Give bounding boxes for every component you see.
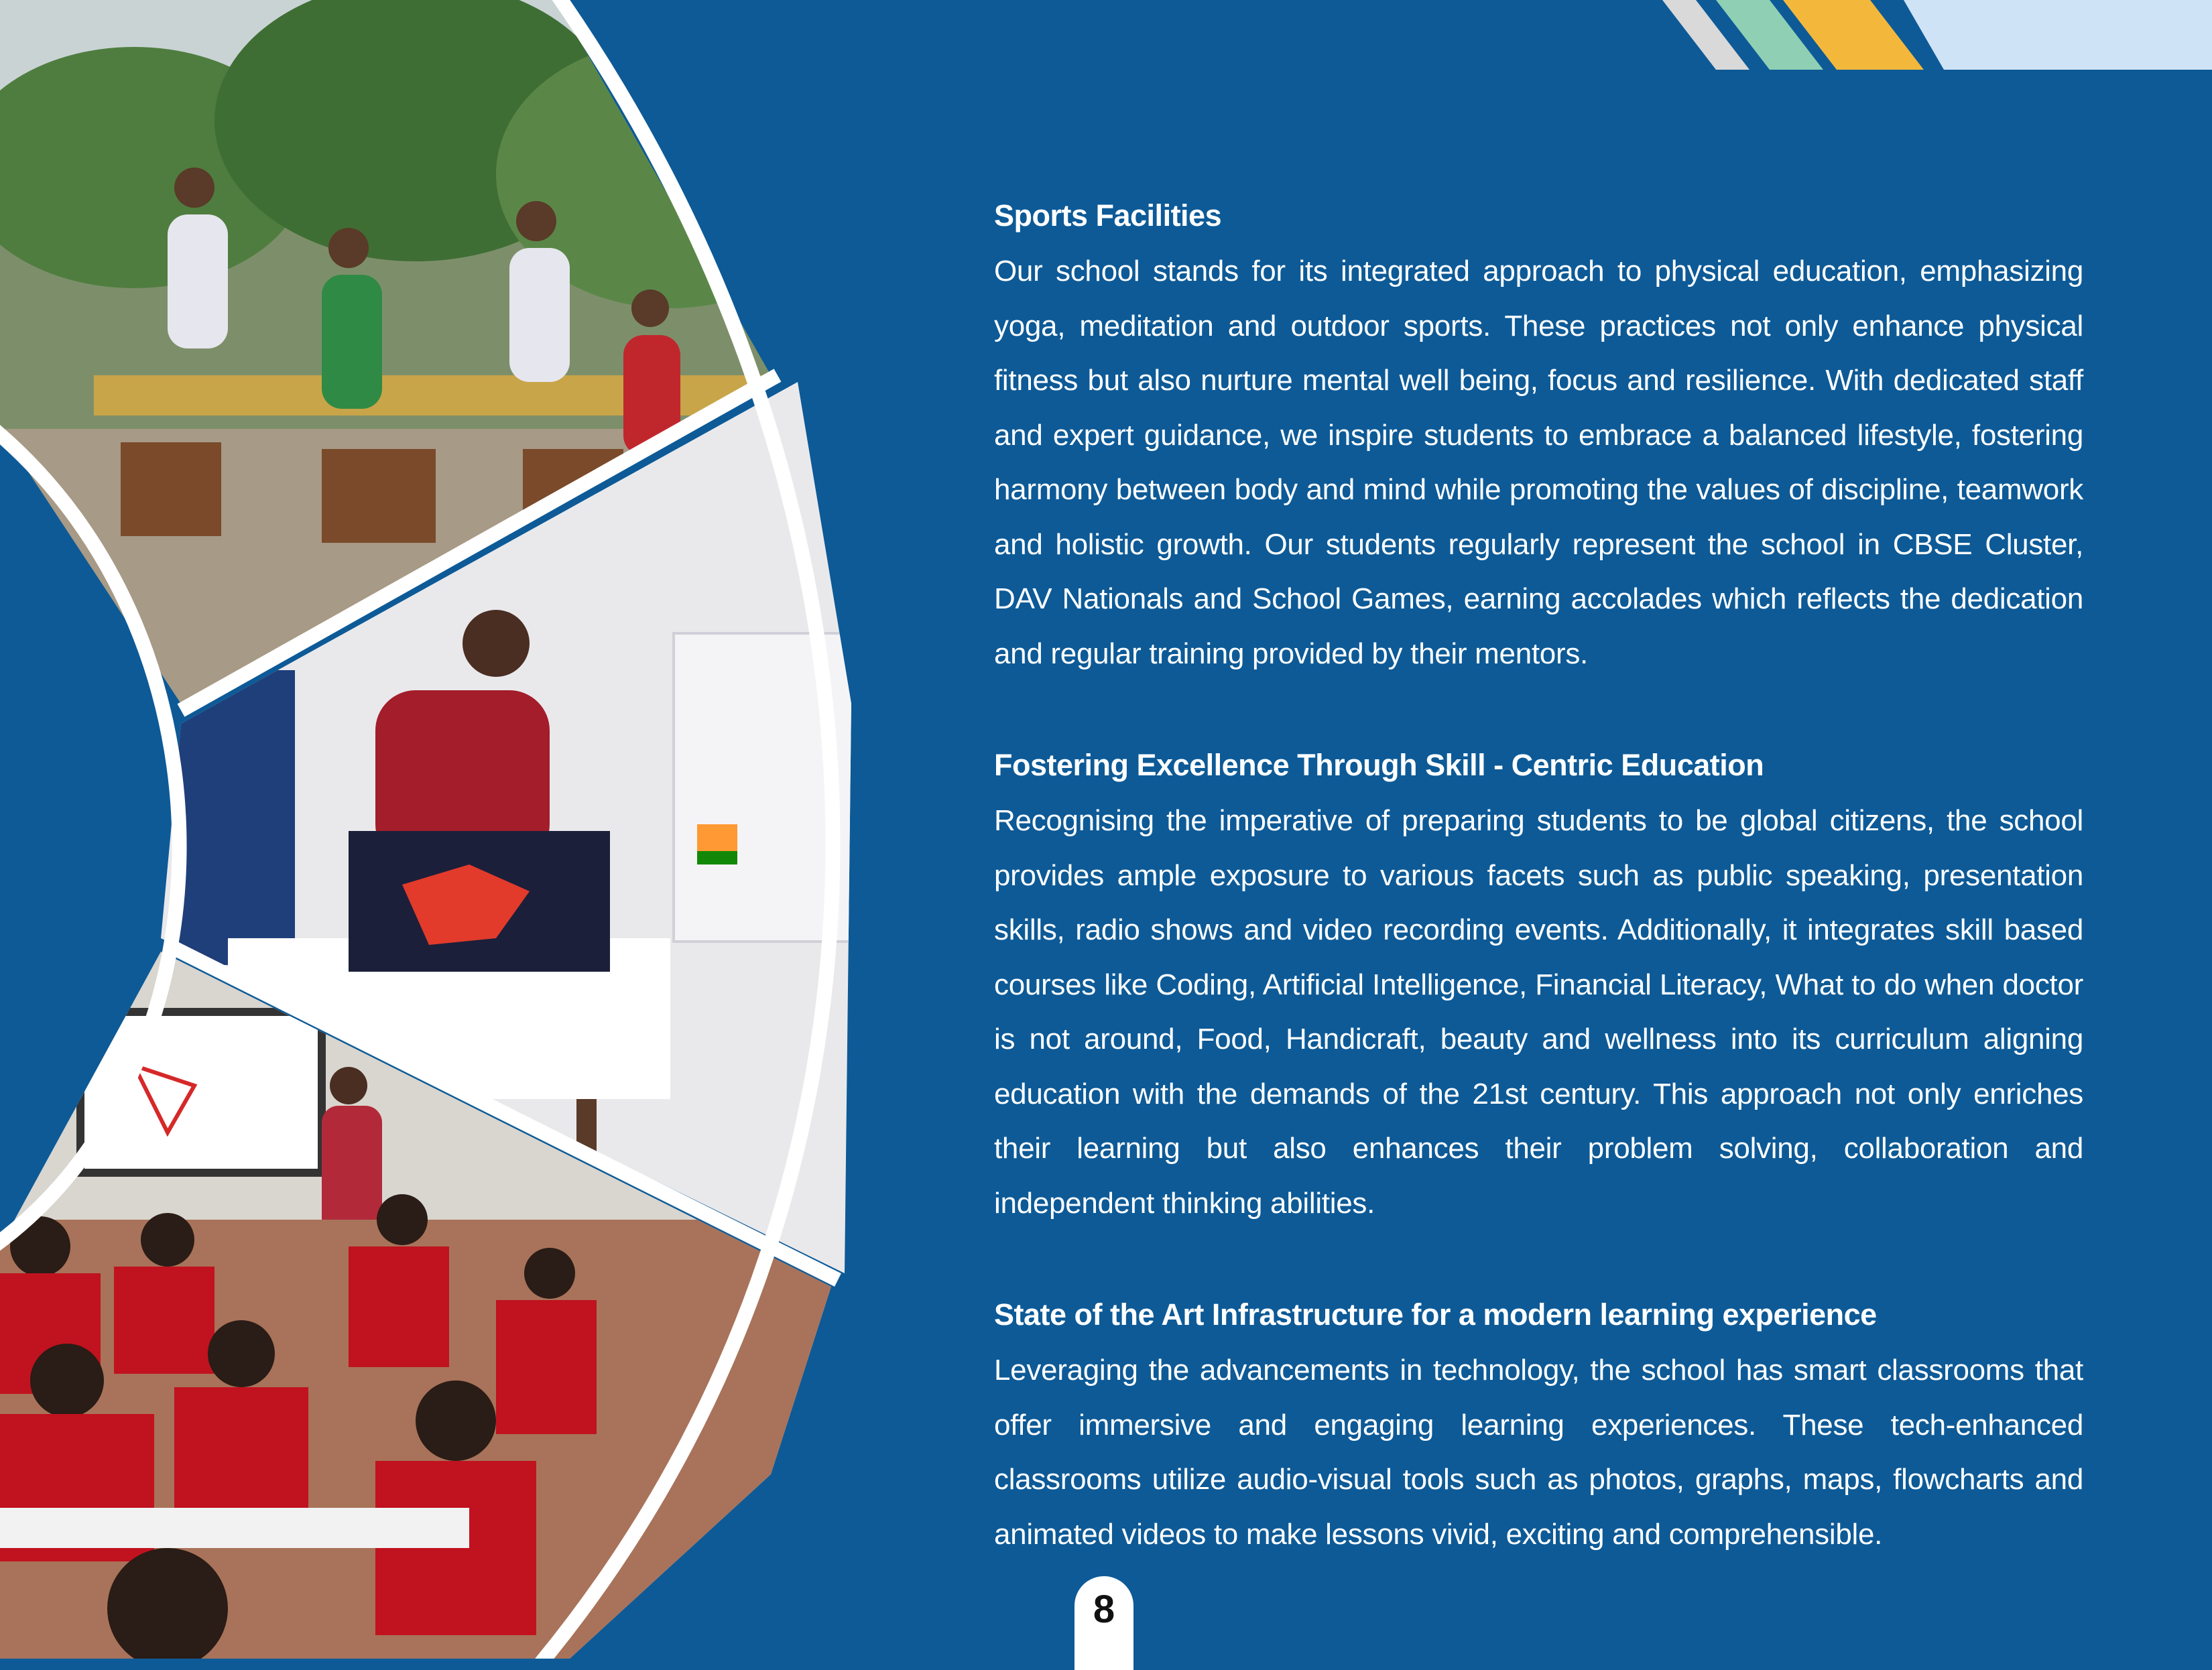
page-number-tab	[1074, 1576, 1133, 1670]
section-body: Leveraging the advancements in technology, the school has smart classrooms that offer immersive and engaging learning experiences. These tech-enhanced classrooms utilize audio-visual tools such as photos, graphs, maps, flowcharts and animated videos to make lessons vivid, exciting and comprehensible.	[994, 1354, 2083, 1551]
text-content	[994, 194, 2083, 1624]
section-body: Recognising the imperative of preparing students to be global citizens, the school provides ample exposure to various facets such as public speaking, presentation skills, radio shows and video recording events. Additionally, it integrates skill based courses like Coding, Artificial Intelligence, Financial Literacy, What to do when doctor is not around, Food, Handicraft, beauty and wellness into its curriculum aligning education with the demands of the 21st century. This approach not only enriches their learning but also enhances their problem solving, collaboration and independent thinking abilities.	[994, 804, 2083, 1220]
section-skill-centric-education	[994, 744, 2083, 1230]
section-heading: State of the Art Infrastructure for a modern learning experience	[994, 1297, 1877, 1332]
section-heading: Fostering Excellence Through Skill - Centric Education	[994, 748, 1764, 782]
section-sports-facilities	[994, 194, 2083, 681]
section-infrastructure	[994, 1293, 2083, 1561]
section-heading: Sports Facilities	[994, 198, 1222, 233]
section-body: Our school stands for its integrated approach to physical education, emphasizing yoga, meditation and outdoor sports. These practices not only enhance physical fitness but also nurture mental well being, focus and resilience. With dedicated staff and expert guidance, we inspire students to embrace a balanced lifestyle, fostering harmony between body and mind while promoting the values of discipline, teamwork and holistic growth. Our students regularly represent the school in CBSE Cluster, DAV Nationals and School Games, earning accolades which reflects the dedication and regular training provided by their mentors.	[994, 255, 2083, 670]
page-number: 8	[1093, 1588, 1115, 1631]
